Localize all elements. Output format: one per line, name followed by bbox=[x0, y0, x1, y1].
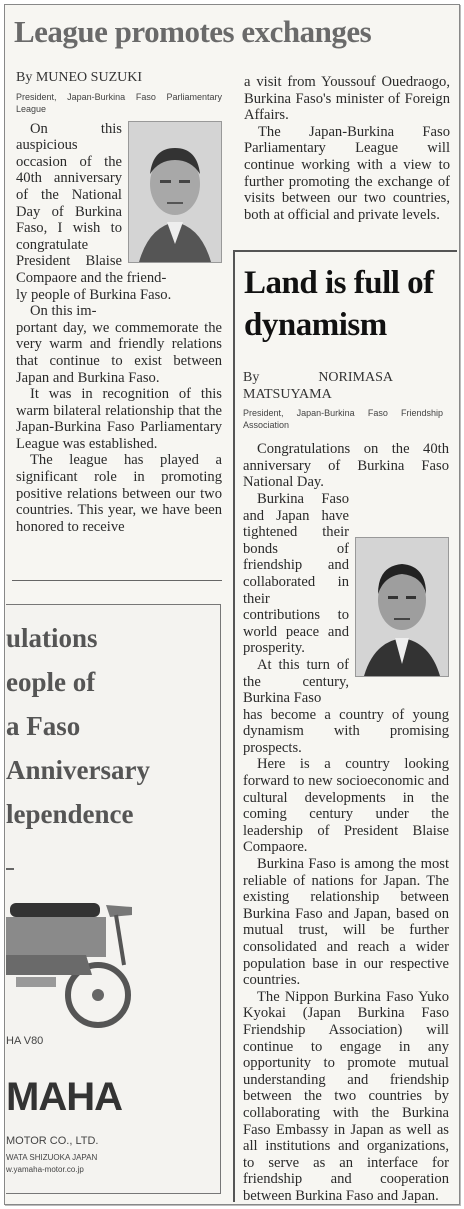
article2-paragraph-2: Burkina Faso and Japan have tightened their bonds of friendship and collaborated in their contributions to world peace and prosperity. bbox=[243, 490, 349, 657]
article1-paragraph-4-cont: a visit from Youssouf Ouedraogo, Burkina Faso's minister of Foreign Affairs. bbox=[244, 74, 450, 124]
article1-affiliation: President, Japan-Burkina Faso Parliamentary League bbox=[16, 91, 222, 114]
ad-line-5: lependence bbox=[6, 799, 134, 829]
ad-line-4: Anniversary bbox=[6, 755, 150, 785]
article1-headline: League promotes exchanges bbox=[14, 14, 372, 49]
article2-byline: By NORIMASA MATSUYAMA bbox=[243, 370, 393, 402]
article2-column bbox=[243, 370, 449, 1205]
article2-headline: Land is full of dynamism bbox=[244, 265, 434, 343]
article2-affiliation: President, Japan-Burkina Faso Friendship Association bbox=[243, 408, 443, 431]
article2-paragraph-4: Here is a country looking forward to new socioeconomic and cultural developments in the coming century under the leadership of President Blaise Compaore. bbox=[243, 756, 449, 856]
ad-company-name: MOTOR CO., LTD. bbox=[6, 1135, 99, 1147]
article2-paragraph-3b: has become a country of young dynamism with promising prospects. bbox=[243, 706, 449, 756]
ad-model-name: HA V80 bbox=[6, 1035, 44, 1047]
article1-paragraph-2a: On this im- bbox=[30, 303, 97, 320]
yamaha-logo: MAHA bbox=[6, 1075, 122, 1119]
yamaha-advertisement bbox=[6, 604, 221, 1194]
article1-paragraph-1: On this auspicious occasion of the 40th anniversary of the National Day of Burkina Faso, I wish to congratulate President Blaise Compaore and the friend- bbox=[16, 120, 167, 286]
section-divider bbox=[12, 580, 222, 581]
article1-column-left bbox=[16, 70, 222, 535]
ad-website: w.yamaha-motor.co.jp bbox=[6, 1165, 84, 1174]
ad-line-3: a Faso bbox=[6, 711, 81, 741]
article1-column-right bbox=[244, 74, 450, 223]
article1-paragraph-1-cont: ly people of Burkina Faso. bbox=[16, 286, 172, 303]
article1-paragraph-4: The league has played a significant role in promoting positive relations between our two countries. This year, we have been honored to receive bbox=[16, 452, 222, 535]
matsuyama-portrait bbox=[355, 537, 449, 677]
article2-paragraph-6: The Nippon Burkina Faso Yuko Kyokai (Japan Burkina Faso Friendship Association) will continue to engage in any opportunity to promote mutual understanding and friendship between the two countries by collaborating with the Burkina Faso Embassy in Japan as well as all institutions and organizations, to serve as an interface for friendship and cooperation between Burkina Faso and Japan. bbox=[243, 988, 449, 1204]
article2-paragraph-3a: At this turn of the century, Burkina Faso bbox=[243, 656, 349, 707]
article1-byline: By MUNEO SUZUKI bbox=[16, 70, 142, 85]
article1-paragraph-2b: portant day, we commemorate the very warm and friendly relations that continue to exist between Japan and Burkina Faso. bbox=[16, 319, 222, 386]
ad-address: WATA SHIZUOKA JAPAN bbox=[6, 1153, 98, 1162]
article1-paragraph-3: It was in recognition of this warm bilateral relationship that the Japan-Burkina Faso Parliamentary League was established. bbox=[16, 386, 222, 452]
ad-dash bbox=[6, 868, 14, 870]
motorcycle-illustration bbox=[6, 895, 136, 1035]
article2-paragraph-5: Burkina Faso is among the most reliable of nations for Japan. The existing relationship between Burkina Faso and Japan, based on mutual trust, will be further consolidated and reach a wider population base in our respective countries. bbox=[243, 856, 449, 989]
article2-paragraph-1: Congratulations on the 40th anniversary of Burkina Faso National Day. bbox=[243, 441, 449, 491]
article1-paragraph-5: The Japan-Burkina Faso Parliamentary League will continue working with a view to further promoting the exchange of visits between our two countries, both at official and private levels. bbox=[244, 123, 450, 223]
ad-line-1: ulations bbox=[6, 623, 98, 653]
suzuki-portrait bbox=[128, 121, 222, 263]
ad-line-2: eople of bbox=[6, 667, 96, 697]
